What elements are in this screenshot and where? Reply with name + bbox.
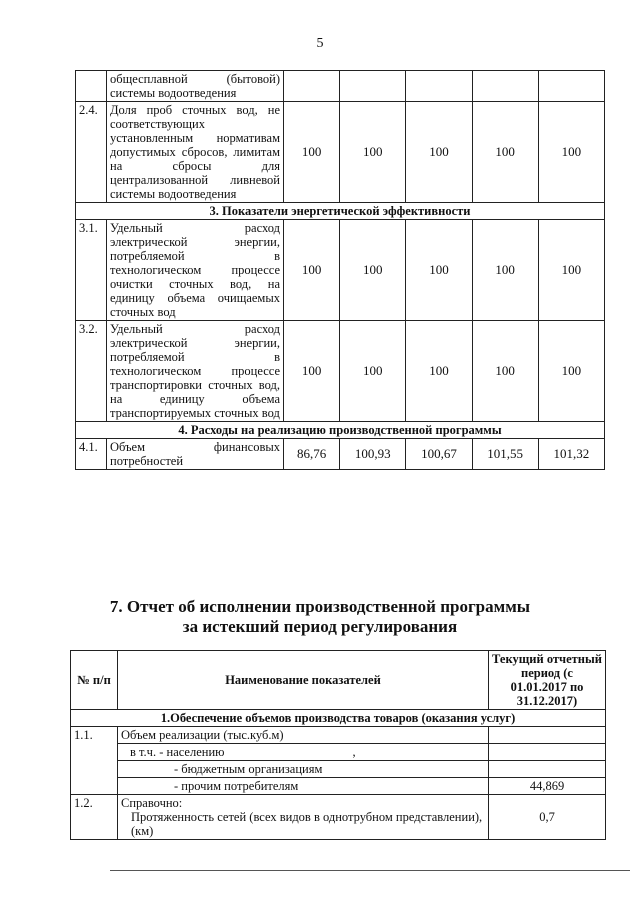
table-row	[76, 71, 605, 102]
section-row	[76, 422, 605, 439]
value-cell: 100	[406, 220, 472, 321]
row-number: 3.1.	[76, 220, 107, 321]
row-number: 1.1.	[71, 727, 118, 795]
heading-line: за истекший период регулирования	[182, 617, 458, 636]
sub-row-name: - прочим потребителям	[118, 778, 489, 795]
table-row	[71, 778, 606, 795]
value-cell	[489, 761, 606, 778]
table-row	[76, 220, 605, 321]
section-row	[71, 710, 606, 727]
value-cell: 44,869	[489, 778, 606, 795]
value-cell: 100,93	[340, 439, 406, 470]
value-cell: 100	[340, 102, 406, 203]
sub-row-label: в т.ч. - населению	[130, 745, 225, 759]
value-cell: 100	[472, 220, 538, 321]
row-number	[76, 71, 107, 102]
header-period: Текущий отчетный период (с 01.01.2017 по 31.12.2017)	[489, 651, 606, 710]
row-number: 1.2.	[71, 795, 118, 840]
header-name: Наименование показателей	[118, 651, 489, 710]
value-cell	[489, 744, 606, 761]
value-cell: 100	[406, 102, 472, 203]
value-cell: 86,76	[284, 439, 340, 470]
value-cell	[489, 727, 606, 744]
value-cell: 100	[472, 102, 538, 203]
row-name-line: Протяженность сетей (всех видов в однотрубном представлении), (км)	[131, 810, 483, 838]
row-name: Доля проб сточных вод, не соответствующих установленным нормативам допустимых сбросов, лимитам на сбросы для централизованной ливневой системы водоотведения	[107, 102, 284, 203]
value-cell: 100	[472, 321, 538, 422]
value-cell: 100	[284, 220, 340, 321]
row-name-line: Справочно:	[121, 796, 183, 810]
table-row	[71, 744, 606, 761]
table-row	[76, 321, 605, 422]
section-title: 4. Расходы на реализацию производственной программы	[76, 422, 605, 439]
row-number: 2.4.	[76, 102, 107, 203]
row-name: Удельный расход электрической энергии, потребляемой в технологическом процессе транспортировки сточных вод, на единицу объема транспортируемых сточных вод	[107, 321, 284, 422]
row-number: 4.1.	[76, 439, 107, 470]
value-cell	[472, 71, 538, 102]
heading-line: 7. Отчет об исполнении производственной программы	[109, 597, 531, 616]
table-row	[71, 727, 606, 744]
row-name: Объем реализации (тыс.куб.м)	[118, 727, 489, 744]
section-title: 1.Обеспечение объемов производства товаров (оказания услуг)	[71, 710, 606, 727]
row-name	[118, 795, 489, 840]
section-title: 3. Показатели энергетической эффективности	[76, 203, 605, 220]
header-num: № п/п	[71, 651, 118, 710]
table-row	[76, 102, 605, 203]
table-row	[76, 439, 605, 470]
value-cell: 101,32	[538, 439, 604, 470]
value-cell: 101,55	[472, 439, 538, 470]
row-name: Объем финансовых потребностей	[107, 439, 284, 470]
value-cell: 100	[538, 102, 604, 203]
row-number: 3.2.	[76, 321, 107, 422]
table-row	[71, 761, 606, 778]
stray-mark: ,	[352, 745, 356, 759]
bottom-rule	[110, 870, 630, 871]
value-cell: 100	[284, 102, 340, 203]
section-row	[76, 203, 605, 220]
value-cell: 100,67	[406, 439, 472, 470]
value-cell: 100	[406, 321, 472, 422]
report-table	[70, 650, 606, 840]
row-name: общесплавной (бытовой) системы водоотведения	[107, 71, 284, 102]
value-cell	[340, 71, 406, 102]
row-name: Удельный расход электрической энергии, потребляемой в технологическом процессе очистки сточных вод, на единицу объема очищаемых сточных вод	[107, 220, 284, 321]
sub-row-name: - бюджетным организациям	[118, 761, 489, 778]
page-number: 5	[316, 36, 324, 51]
value-cell	[406, 71, 472, 102]
value-cell: 100	[340, 321, 406, 422]
sub-row-name	[118, 744, 489, 761]
value-cell	[538, 71, 604, 102]
table-row	[71, 795, 606, 840]
value-cell: 100	[284, 321, 340, 422]
value-cell	[284, 71, 340, 102]
value-cell: 0,7	[489, 795, 606, 840]
section-heading	[0, 597, 640, 637]
value-cell: 100	[538, 321, 604, 422]
value-cell: 100	[340, 220, 406, 321]
indicators-table	[75, 70, 605, 470]
value-cell: 100	[538, 220, 604, 321]
header-row	[71, 651, 606, 710]
